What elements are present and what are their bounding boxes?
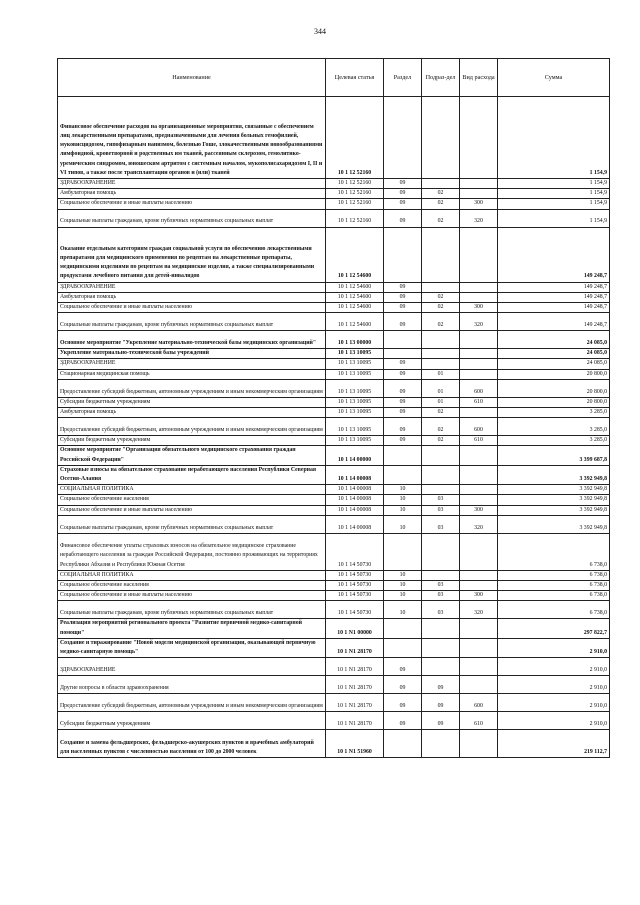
cell-name: Субсидии бюджетным учреждениям [58, 712, 326, 730]
cell-subsection [422, 179, 460, 189]
cell-amount: 1 154,9 [498, 97, 610, 179]
cell-subsection [422, 349, 460, 359]
cell-amount: 6 738,0 [498, 533, 610, 570]
cell-target: 10 1 13 10095 [326, 369, 384, 379]
table-row [58, 465, 610, 484]
table-row [58, 369, 610, 379]
header-target: Целевая статья [326, 59, 384, 97]
cell-expense-type [460, 227, 498, 282]
cell-expense-type: 610 [460, 712, 498, 730]
cell-expense-type [460, 282, 498, 292]
cell-section [384, 533, 422, 570]
cell-target: 10 1 12 52160 [326, 189, 384, 199]
table-body [58, 97, 610, 758]
cell-name: Социальное обеспечение населения [58, 581, 326, 591]
cell-subsection: 02 [422, 313, 460, 331]
cell-target: 10 1 14 00000 [326, 446, 384, 465]
cell-amount: 3 392 949,8 [498, 505, 610, 515]
table-row [58, 331, 610, 349]
cell-target: 10 1 12 54600 [326, 303, 384, 313]
cell-expense-type: 600 [460, 694, 498, 712]
cell-section: 09 [384, 303, 422, 313]
table-row [58, 505, 610, 515]
cell-expense-type [460, 581, 498, 591]
cell-name: Предоставление субсидий бюджетным, автономным учреждениям и иным некоммерческим организациям [58, 694, 326, 712]
cell-amount: 24 085,0 [498, 331, 610, 349]
cell-expense-type [460, 359, 498, 369]
cell-section [384, 331, 422, 349]
cell-amount: 1 154,9 [498, 179, 610, 189]
cell-target: 10 1 14 00008 [326, 465, 384, 484]
cell-target: 10 1 N1 28170 [326, 694, 384, 712]
table-row [58, 619, 610, 638]
cell-section: 09 [384, 418, 422, 436]
cell-name: Реализация мероприятий регионального проекта "Развитие первичной медико-санитарной помощи" [58, 619, 326, 638]
header-expense-type: Вид расхода [460, 59, 498, 97]
cell-expense-type [460, 349, 498, 359]
cell-section: 09 [384, 189, 422, 199]
cell-subsection: 09 [422, 676, 460, 694]
cell-section: 09 [384, 408, 422, 418]
cell-subsection [422, 730, 460, 758]
table-row [58, 209, 610, 227]
cell-expense-type [460, 676, 498, 694]
cell-amount: 2 910,0 [498, 694, 610, 712]
cell-section: 10 [384, 485, 422, 495]
cell-amount: 6 738,0 [498, 591, 610, 601]
header-section: Раздел [384, 59, 422, 97]
table-row [58, 408, 610, 418]
cell-amount: 6 738,0 [498, 570, 610, 580]
table-row [58, 359, 610, 369]
cell-section [384, 465, 422, 484]
cell-target: 10 1 12 52160 [326, 209, 384, 227]
cell-name: Оказание отдельным категориям граждан социальной услуги по обеспечению лекарственными препаратами для медицинского применения по рецептам на лекарственные препараты, медицинскими изделиями по рецептам на медицинские изделия, а также специализированными продуктами лечебного питания для детей-инвалидов [58, 227, 326, 282]
cell-target: 10 1 14 50730 [326, 581, 384, 591]
cell-expense-type [460, 730, 498, 758]
cell-expense-type: 300 [460, 591, 498, 601]
cell-amount: 1 154,9 [498, 199, 610, 209]
cell-name: Субсидии бюджетным учреждениям [58, 397, 326, 407]
cell-amount: 149 248,7 [498, 282, 610, 292]
cell-amount: 24 085,0 [498, 359, 610, 369]
cell-target: 10 1 14 00008 [326, 505, 384, 515]
cell-target: 10 1 14 50730 [326, 533, 384, 570]
cell-expense-type: 300 [460, 303, 498, 313]
cell-name: ЗДРАВООХРАНЕНИЕ [58, 359, 326, 369]
cell-subsection: 03 [422, 581, 460, 591]
cell-subsection [422, 359, 460, 369]
cell-expense-type: 600 [460, 379, 498, 397]
cell-target: 10 1 12 52160 [326, 199, 384, 209]
cell-section [384, 97, 422, 179]
cell-target: 10 1 13 10095 [326, 436, 384, 446]
cell-expense-type [460, 446, 498, 465]
cell-target: 10 1 14 50730 [326, 601, 384, 619]
cell-expense-type: 610 [460, 397, 498, 407]
cell-amount: 20 800,0 [498, 379, 610, 397]
table-row [58, 658, 610, 676]
cell-section [384, 619, 422, 638]
cell-expense-type: 610 [460, 436, 498, 446]
table-row [58, 676, 610, 694]
cell-subsection: 03 [422, 591, 460, 601]
table-row [58, 189, 610, 199]
table-row [58, 97, 610, 179]
header-amount: Сумма [498, 59, 610, 97]
cell-section: 09 [384, 676, 422, 694]
cell-subsection [422, 619, 460, 638]
cell-target: 10 1 13 10095 [326, 379, 384, 397]
cell-target: 10 1 13 10095 [326, 359, 384, 369]
cell-amount: 20 800,0 [498, 397, 610, 407]
cell-name: Социальные выплаты гражданам, кроме публичных нормативных социальных выплат [58, 515, 326, 533]
table-row [58, 397, 610, 407]
cell-name: СОЦИАЛЬНАЯ ПОЛИТИКА [58, 485, 326, 495]
table-row [58, 292, 610, 302]
cell-name: Социальные выплаты гражданам, кроме публичных нормативных социальных выплат [58, 209, 326, 227]
table-row [58, 694, 610, 712]
cell-section: 09 [384, 292, 422, 302]
cell-section: 10 [384, 570, 422, 580]
table-row [58, 436, 610, 446]
cell-expense-type [460, 485, 498, 495]
cell-amount: 149 248,7 [498, 313, 610, 331]
cell-expense-type [460, 533, 498, 570]
table-row [58, 730, 610, 758]
cell-expense-type [460, 179, 498, 189]
table-row [58, 227, 610, 282]
cell-amount: 149 248,7 [498, 292, 610, 302]
table-row [58, 199, 610, 209]
cell-section: 09 [384, 436, 422, 446]
cell-section: 09 [384, 282, 422, 292]
table-row [58, 379, 610, 397]
cell-subsection: 01 [422, 379, 460, 397]
cell-target: 10 1 N1 28170 [326, 658, 384, 676]
cell-section [384, 730, 422, 758]
cell-target: 10 1 14 00008 [326, 515, 384, 533]
table-row [58, 591, 610, 601]
cell-amount: 219 112,7 [498, 730, 610, 758]
cell-subsection [422, 658, 460, 676]
cell-amount: 20 800,0 [498, 369, 610, 379]
cell-amount: 3 392 949,8 [498, 465, 610, 484]
cell-name: Финансовое обеспечение расходов на организационные мероприятия, связанные с обеспечением лиц лекарственными препаратами, предназначенными для лечения больных гемофилией, муковисцидозом, гипофизарным нанизмом, болезнью Гоше, злокачественными новообразованиями лимфоидной, кроветворной и родственных им тканей, рассеянным склерозом, гемолитико-уремическим синдромом, юношеским артритом с системным началом, мукополисахаридозом I, II и VI типов, а также после трансплантации органов и (или) тканей [58, 97, 326, 179]
cell-expense-type [460, 465, 498, 484]
cell-section: 09 [384, 658, 422, 676]
cell-amount: 2 910,0 [498, 658, 610, 676]
cell-section: 09 [384, 694, 422, 712]
cell-section: 10 [384, 495, 422, 505]
cell-target: 10 1 13 10095 [326, 418, 384, 436]
cell-amount: 3 392 949,8 [498, 485, 610, 495]
cell-amount: 297 822,7 [498, 619, 610, 638]
cell-amount: 3 392 949,8 [498, 515, 610, 533]
cell-section: 09 [384, 209, 422, 227]
cell-amount: 2 910,0 [498, 638, 610, 657]
cell-name: Создание и замена фельдшерских, фельдшерско-акушерских пунктов и врачебных амбулаторий для населенных пунктов с численностью населения от 100 до 2000 человек [58, 730, 326, 758]
cell-name: СОЦИАЛЬНАЯ ПОЛИТИКА [58, 570, 326, 580]
cell-target: 10 1 N1 00000 [326, 619, 384, 638]
cell-expense-type [460, 97, 498, 179]
cell-section [384, 446, 422, 465]
cell-subsection [422, 331, 460, 349]
cell-section: 09 [384, 379, 422, 397]
cell-section: 09 [384, 179, 422, 189]
page-number: 344 [314, 27, 326, 36]
cell-section: 10 [384, 601, 422, 619]
cell-section: 09 [384, 397, 422, 407]
cell-name: Предоставление субсидий бюджетным, автономным учреждениям и иным некоммерческим организациям [58, 379, 326, 397]
cell-expense-type [460, 638, 498, 657]
cell-subsection: 01 [422, 397, 460, 407]
cell-amount: 149 248,7 [498, 227, 610, 282]
cell-target: 10 1 12 54600 [326, 292, 384, 302]
cell-section: 09 [384, 313, 422, 331]
cell-name: Амбулаторная помощь [58, 189, 326, 199]
cell-section: 09 [384, 359, 422, 369]
cell-section: 10 [384, 505, 422, 515]
cell-subsection [422, 446, 460, 465]
table-row [58, 515, 610, 533]
cell-section: 09 [384, 199, 422, 209]
cell-name: Укрепление материально-технической базы учреждений [58, 349, 326, 359]
cell-name: ЗДРАВООХРАНЕНИЕ [58, 179, 326, 189]
cell-section [384, 227, 422, 282]
cell-target: 10 1 N1 28170 [326, 638, 384, 657]
cell-amount: 1 154,9 [498, 189, 610, 199]
cell-target: 10 1 12 54600 [326, 227, 384, 282]
table-row [58, 712, 610, 730]
cell-subsection: 02 [422, 209, 460, 227]
table-row [58, 601, 610, 619]
table-row [58, 313, 610, 331]
cell-name: Предоставление субсидий бюджетным, автономным учреждениям и иным некоммерческим организациям [58, 418, 326, 436]
cell-section: 10 [384, 591, 422, 601]
cell-name: Социальные выплаты гражданам, кроме публичных нормативных социальных выплат [58, 313, 326, 331]
table-row [58, 282, 610, 292]
table-row [58, 495, 610, 505]
cell-expense-type: 600 [460, 418, 498, 436]
cell-name: Основное мероприятие "Укрепление материально-технической базы медицинских организаций" [58, 331, 326, 349]
cell-target: 10 1 12 52160 [326, 179, 384, 189]
cell-amount: 6 738,0 [498, 601, 610, 619]
cell-name: Амбулаторная помощь [58, 292, 326, 302]
cell-amount: 3 285,0 [498, 418, 610, 436]
cell-subsection [422, 282, 460, 292]
cell-name: Социальное обеспечение населения [58, 495, 326, 505]
cell-expense-type [460, 292, 498, 302]
cell-subsection: 02 [422, 292, 460, 302]
cell-expense-type: 320 [460, 515, 498, 533]
table-row [58, 533, 610, 570]
cell-section: 10 [384, 581, 422, 591]
cell-target: 10 1 14 50730 [326, 591, 384, 601]
cell-section [384, 638, 422, 657]
cell-name: Субсидии бюджетным учреждениям [58, 436, 326, 446]
cell-subsection [422, 227, 460, 282]
cell-target: 10 1 13 10095 [326, 397, 384, 407]
cell-target: 10 1 12 52160 [326, 97, 384, 179]
cell-amount: 149 248,7 [498, 303, 610, 313]
cell-expense-type: 300 [460, 199, 498, 209]
cell-amount: 3 392 949,8 [498, 495, 610, 505]
cell-subsection: 02 [422, 408, 460, 418]
cell-name: Основное мероприятие "Организация обязательного медицинского страхования граждан Российской Федерации" [58, 446, 326, 465]
cell-name: Социальное обеспечение и иные выплаты населению [58, 199, 326, 209]
cell-expense-type [460, 408, 498, 418]
cell-expense-type: 300 [460, 505, 498, 515]
table-row [58, 485, 610, 495]
cell-subsection [422, 485, 460, 495]
cell-target: 10 1 14 00008 [326, 495, 384, 505]
cell-subsection: 02 [422, 418, 460, 436]
table-header-row [58, 59, 610, 97]
cell-name: ЗДРАВООХРАНЕНИЕ [58, 658, 326, 676]
cell-subsection: 01 [422, 369, 460, 379]
cell-target: 10 1 N1 28170 [326, 712, 384, 730]
cell-expense-type [460, 495, 498, 505]
header-name: Наименование [58, 59, 326, 97]
cell-subsection: 02 [422, 303, 460, 313]
cell-target: 10 1 14 00008 [326, 485, 384, 495]
cell-amount: 3 285,0 [498, 436, 610, 446]
cell-name: Создание и тиражирование "Новой модели медицинской организации, оказывающей первичную медико-санитарную помощь" [58, 638, 326, 657]
table-row [58, 638, 610, 657]
cell-name: Социальное обеспечение и иные выплаты населению [58, 505, 326, 515]
cell-subsection: 09 [422, 712, 460, 730]
table-row [58, 446, 610, 465]
cell-subsection: 03 [422, 515, 460, 533]
cell-amount: 3 285,0 [498, 408, 610, 418]
cell-subsection: 03 [422, 495, 460, 505]
cell-expense-type: 320 [460, 209, 498, 227]
cell-subsection [422, 638, 460, 657]
cell-expense-type [460, 658, 498, 676]
cell-name: Финансовое обеспечение уплаты страховых взносов на обязательное медицинское страхование неработающего населения за граждан Российской Федерации, постоянно проживающих на территориях Республики Абхазия и Республики Южная Осетия [58, 533, 326, 570]
cell-section: 09 [384, 369, 422, 379]
cell-name: Социальные выплаты гражданам, кроме публичных нормативных социальных выплат [58, 601, 326, 619]
budget-table [57, 58, 610, 758]
cell-target: 10 1 N1 28170 [326, 676, 384, 694]
cell-section [384, 349, 422, 359]
cell-expense-type: 320 [460, 313, 498, 331]
cell-subsection [422, 533, 460, 570]
cell-name: Социальное обеспечение и иные выплаты населению [58, 591, 326, 601]
cell-amount: 1 154,9 [498, 209, 610, 227]
cell-amount: 24 085,0 [498, 349, 610, 359]
cell-name: Другие вопросы в области здравоохранения [58, 676, 326, 694]
table-row [58, 418, 610, 436]
cell-subsection: 03 [422, 505, 460, 515]
cell-target: 10 1 14 50730 [326, 570, 384, 580]
cell-subsection: 02 [422, 189, 460, 199]
table-row [58, 349, 610, 359]
cell-subsection: 09 [422, 694, 460, 712]
table-row [58, 570, 610, 580]
cell-section: 10 [384, 515, 422, 533]
cell-section: 09 [384, 712, 422, 730]
table-row [58, 179, 610, 189]
cell-subsection [422, 465, 460, 484]
cell-amount: 2 910,0 [498, 676, 610, 694]
cell-subsection: 02 [422, 436, 460, 446]
cell-expense-type [460, 369, 498, 379]
cell-subsection: 02 [422, 199, 460, 209]
cell-name: Амбулаторная помощь [58, 408, 326, 418]
cell-name: Социальное обеспечение и иные выплаты населению [58, 303, 326, 313]
cell-expense-type [460, 189, 498, 199]
cell-target: 10 1 13 10095 [326, 349, 384, 359]
cell-subsection [422, 97, 460, 179]
cell-expense-type [460, 331, 498, 349]
cell-name: Стационарная медицинская помощь [58, 369, 326, 379]
cell-name: Страховые взносы на обязательное страхование неработающего населения Республики Северная Осетия-Алания [58, 465, 326, 484]
cell-amount: 3 399 687,8 [498, 446, 610, 465]
cell-target: 10 1 13 10095 [326, 408, 384, 418]
cell-expense-type [460, 570, 498, 580]
cell-subsection [422, 570, 460, 580]
cell-target: 10 1 12 54600 [326, 313, 384, 331]
cell-amount: 6 738,0 [498, 581, 610, 591]
cell-target: 10 1 N1 51960 [326, 730, 384, 758]
cell-amount: 2 910,0 [498, 712, 610, 730]
cell-subsection: 03 [422, 601, 460, 619]
cell-target: 10 1 13 00000 [326, 331, 384, 349]
header-subsection: Подраз-дел [422, 59, 460, 97]
cell-name: ЗДРАВООХРАНЕНИЕ [58, 282, 326, 292]
table-row [58, 303, 610, 313]
cell-target: 10 1 12 54600 [326, 282, 384, 292]
cell-expense-type: 320 [460, 601, 498, 619]
table-row [58, 581, 610, 591]
cell-expense-type [460, 619, 498, 638]
